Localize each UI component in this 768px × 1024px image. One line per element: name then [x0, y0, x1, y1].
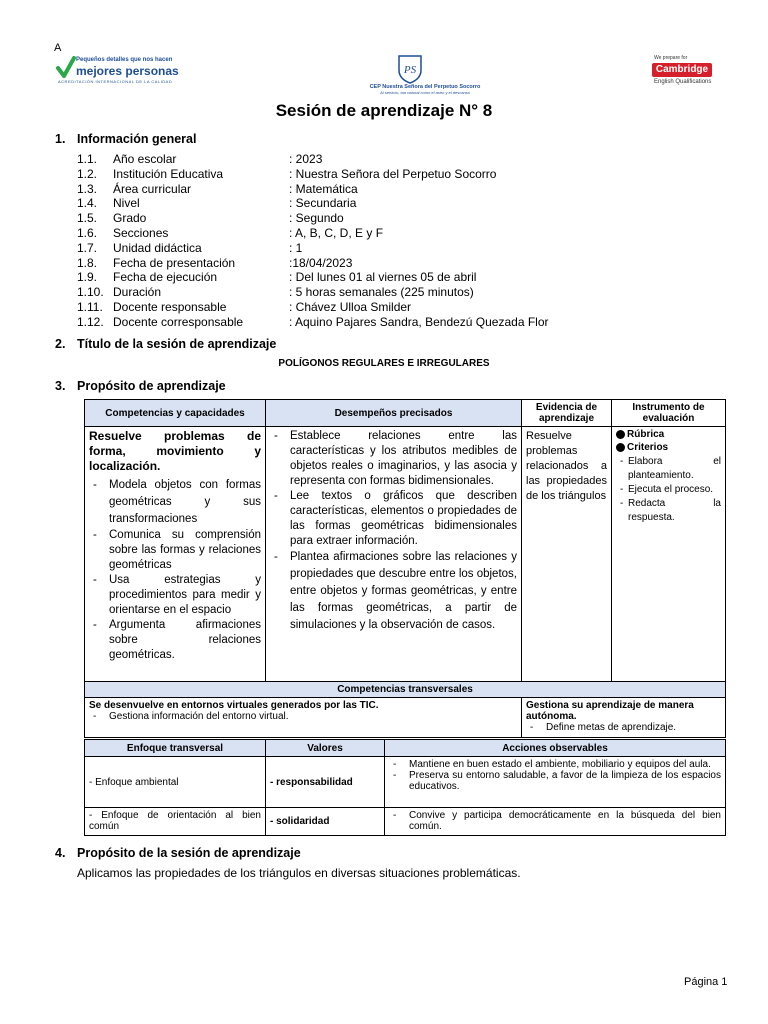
- desempeno-item: - Plantea afirmaciones sobre las relaciones y propiedades que descubre entre los objetos, entre objetos y formas geométricas, y entre las formas geométricas, a partir de simulaciones y la observación de casos.: [270, 549, 517, 634]
- info-label: Unidad didáctica: [113, 240, 202, 255]
- section-heading-4: [55, 846, 455, 862]
- cambridge-pre: We prepare for: [654, 55, 688, 61]
- info-row: [77, 152, 557, 167]
- info-value: : 1: [289, 240, 303, 255]
- info-number: 1.3.: [77, 181, 98, 196]
- info-row: [77, 167, 557, 182]
- page-number: Página 1: [684, 976, 728, 988]
- header-enfoque: Enfoque transversal: [85, 740, 266, 757]
- section-label: Información general: [77, 132, 197, 146]
- session-title: POLÍGONOS REGULARES E IRREGULARES: [278, 358, 490, 369]
- info-number: 1.7.: [77, 240, 98, 255]
- info-row: [77, 226, 557, 241]
- info-value: : 2023: [289, 152, 323, 166]
- criterio-item: - Elabora el planteamiento.: [616, 455, 721, 483]
- header-valores: Valores: [266, 740, 385, 757]
- quality-logo-tagline: Pequeños detalles que nos hacen: [76, 57, 173, 63]
- info-value: : Segundo: [289, 211, 344, 226]
- info-label: Año escolar: [113, 152, 177, 166]
- acciones-list: [389, 759, 721, 792]
- desempeno-item: - Establece relaciones entre las características y los atributos medibles de objetos reales o imaginarios, y las asocia y representa con formas bidimensionales.: [270, 429, 517, 489]
- info-row: [77, 300, 557, 315]
- section-heading-2: [55, 337, 455, 353]
- school-motto: Al servicio, tan natural como el aseo y el descanso: [380, 90, 470, 95]
- info-label: Institución Educativa: [113, 166, 224, 181]
- info-value: :18/04/2023: [289, 255, 353, 270]
- transversal-right-title: Gestiona su aprendizaje de manera autónoma.: [526, 700, 694, 722]
- enfoques-table: [84, 739, 726, 836]
- acciones-list: [389, 810, 721, 832]
- section-label: Propósito de la sesión de aprendizaje: [77, 846, 301, 860]
- bullet-icon: [616, 443, 625, 452]
- header-competencias: Competencias y capacidades: [85, 400, 266, 427]
- section-heading-1: [55, 132, 455, 148]
- capacidad-item: - Modela objetos con formas geométricas y sus transformaciones: [89, 477, 261, 528]
- competencia-title: Resuelve problemas de forma, movimiento y localización.: [89, 429, 261, 473]
- shield-icon: [397, 54, 423, 84]
- transversal-right-cell: [522, 698, 726, 738]
- info-label: Grado: [113, 211, 147, 226]
- info-label: Docente responsable: [113, 300, 227, 314]
- section-heading-3: [55, 379, 455, 395]
- info-value: : Chávez Ulloa Smilder: [289, 300, 412, 314]
- info-number: 1.2.: [77, 166, 98, 181]
- info-label: Docente corresponsable: [113, 314, 244, 329]
- info-row: [77, 285, 557, 300]
- corner-mark: A: [54, 42, 62, 54]
- section-label: Título de la sesión de aprendizaje: [77, 337, 277, 351]
- rubrica-label: Rúbrica: [616, 429, 721, 440]
- info-label: Duración: [113, 285, 162, 300]
- cambridge-logo: [650, 54, 720, 90]
- cambridge-brand: Cambridge: [652, 63, 712, 77]
- info-number: 1.10.: [77, 285, 104, 300]
- checkmark-icon: [56, 56, 76, 80]
- enfoque-cell: - Enfoque de orientación al bien común: [85, 808, 266, 836]
- info-value: : Del lunes 01 al viernes 05 de abril: [289, 270, 477, 285]
- info-number: 1.11.: [77, 300, 103, 314]
- info-value: : Matemática: [289, 181, 358, 196]
- criterios-label: Criterios: [616, 442, 721, 453]
- transversal-left-list: [89, 711, 515, 722]
- capacidad-item: - Comunica su comprensión sobre las formas y relaciones geométricas: [89, 528, 261, 573]
- info-label: Área curricular: [113, 181, 192, 196]
- header-desempenos: Desempeños precisados: [266, 400, 522, 427]
- desempenos-cell: [266, 427, 522, 682]
- info-number: 1.5.: [77, 211, 98, 226]
- shield-initials: PS: [403, 64, 417, 76]
- info-row: [77, 182, 557, 197]
- info-row: [77, 196, 557, 211]
- transversal-right-list: [526, 722, 721, 733]
- info-number: 1.1.: [77, 152, 98, 166]
- section-number: 1.: [55, 132, 66, 146]
- evidencia-text: Resuelve problemas relacionados a las propiedades de los triángulos: [526, 430, 607, 502]
- acciones-cell: [385, 808, 726, 836]
- info-number: 1.12.: [77, 314, 104, 329]
- quality-logo: [56, 54, 179, 86]
- info-row: [77, 270, 557, 285]
- section-number: 4.: [55, 846, 66, 860]
- section-number: 3.: [55, 379, 66, 393]
- capacidades-list: [89, 477, 261, 663]
- info-number: 1.9.: [77, 270, 98, 285]
- section-number: 2.: [55, 337, 66, 351]
- enfoque-cell: - Enfoque ambiental: [85, 757, 266, 808]
- desempeno-item: - Lee textos o gráficos que describen características, elementos o propiedades de las formas geométricas bidimensionales para extraer información.: [270, 489, 517, 549]
- info-value: : A, B, C, D, E y F: [289, 226, 384, 240]
- info-label: Nivel: [113, 196, 140, 211]
- criterios-list: [616, 455, 721, 525]
- header-acciones: Acciones observables: [385, 740, 726, 757]
- transversal-right-item: - Define metas de aprendizaje.: [526, 722, 721, 733]
- header-instrumento: Instrumento de evaluación: [612, 400, 726, 427]
- criterio-item: - Ejecuta el proceso.: [616, 483, 721, 497]
- transversal-left-item: - Gestiona información del entorno virtual.: [89, 711, 515, 722]
- cambridge-sub: English Qualifications: [654, 79, 712, 85]
- info-number: 1.8.: [77, 255, 98, 270]
- info-row: [77, 256, 557, 271]
- competencias-cell: [85, 427, 266, 682]
- accion-item: - Convive y participa democráticamente en la búsqueda del bien común.: [389, 810, 721, 832]
- accion-item: - Mantiene en buen estado el ambiente, mobiliario y equipos del aula.: [389, 759, 721, 770]
- evidencia-cell: [522, 427, 612, 682]
- accion-item: - Preserva su entorno saludable, a favor de la limpieza de los espacios educativos.: [389, 770, 721, 792]
- section-label: Propósito de aprendizaje: [77, 379, 226, 393]
- info-row: [77, 211, 557, 226]
- transversales-header: Competencias transversales: [85, 682, 726, 698]
- session-purpose: Aplicamos las propiedades de los triángulos en diversas situaciones problemáticas.: [77, 866, 521, 880]
- info-number: 1.6.: [77, 226, 98, 240]
- info-number: 1.4.: [77, 196, 98, 211]
- criterio-item: - Redacta la respuesta.: [616, 497, 721, 525]
- valor-cell: - solidaridad: [266, 808, 385, 836]
- info-label: Fecha de ejecución: [113, 270, 218, 285]
- desempenos-list: [270, 429, 517, 634]
- transversal-left-title: Se desenvuelve en entornos virtuales generados por las TIC.: [89, 700, 379, 711]
- learning-purpose-table: [84, 399, 726, 738]
- info-label: Secciones: [113, 226, 169, 240]
- info-label: Fecha de presentación: [113, 255, 236, 270]
- info-row: [77, 241, 557, 256]
- quality-logo-sub: ACREDITACIÓN INTERNACIONAL DE LA CALIDAD: [58, 79, 173, 84]
- school-logo: [360, 54, 490, 94]
- quality-logo-name: mejores personas: [76, 64, 179, 78]
- instrumento-cell: [612, 427, 726, 682]
- info-value: : Aquino Pajares Sandra, Bendezú Quezada Flor: [289, 314, 549, 329]
- header-evidencia: Evidencia de aprendizaje: [522, 400, 612, 427]
- capacidad-item: - Usa estrategias y procedimientos para medir y orientarse en el espacio: [89, 573, 261, 618]
- valor-cell: - responsabilidad: [266, 757, 385, 808]
- info-row: [77, 315, 557, 330]
- capacidad-item: - Argumenta afirmaciones sobre relaciones geométricas.: [89, 618, 261, 663]
- bullet-icon: [616, 430, 625, 439]
- info-value: : 5 horas semanales (225 minutos): [289, 285, 474, 300]
- school-name: CEP Nuestra Señora del Perpetuo Socorro: [369, 84, 481, 90]
- transversal-left-cell: [85, 698, 522, 738]
- info-value: : Secundaria: [289, 196, 357, 211]
- acciones-cell: [385, 757, 726, 808]
- info-value: : Nuestra Señora del Perpetuo Socorro: [289, 166, 497, 181]
- page-title: Sesión de aprendizaje N° 8: [275, 101, 493, 120]
